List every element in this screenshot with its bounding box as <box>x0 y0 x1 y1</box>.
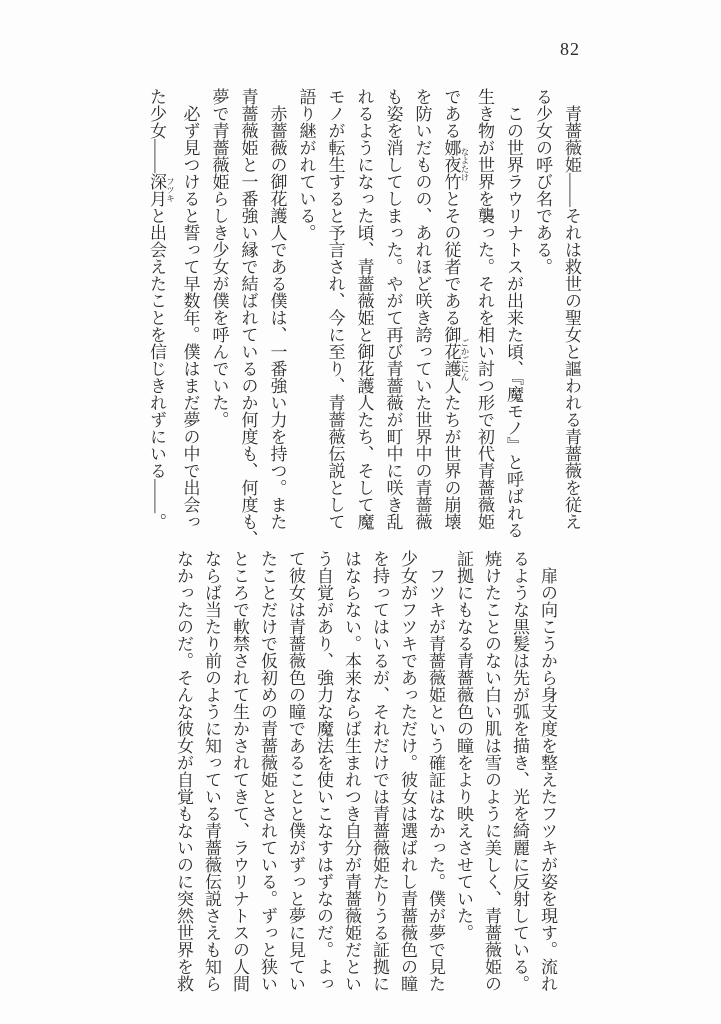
line-segment: と出会えたことを信じきれずにいる――。 <box>147 207 166 530</box>
text-line: も姿を消してしまった。やがて再び青薔薇が町中に咲き乱 <box>383 88 403 530</box>
text-line: う自覚があり、強力な魔法を使いこなすはずなのだ。よっ <box>314 550 333 992</box>
text-line: 少女がフツキであっただけ。彼女は選ばれし青薔薇色の瞳 <box>398 550 417 992</box>
text-line: て彼女は青薔薇色の瞳であることと僕がずっと夢に見てい <box>286 550 305 992</box>
text-line: 証拠にもなる青薔薇色の瞳をより映えさせていた。 <box>454 550 473 941</box>
text-line: 生き物が世界を襲った。それを相い討つ形で初代青薔薇姫 <box>475 88 494 530</box>
intro-section <box>142 88 586 547</box>
ruby-base: 娜夜竹 <box>441 139 461 190</box>
ruby-text: フツキ <box>165 173 176 207</box>
line-segment: た少女―― <box>147 88 166 173</box>
text-line: 赤薔薇の御花護人である僕は、一番強い力を持つ。また <box>267 88 287 530</box>
text-line: れるようになった頃、青薔薇姫と御花護人たち、そして魔 <box>354 88 374 530</box>
text-line <box>142 88 176 530</box>
text-line: ところで軟禁されて生かされてきて、ラウリナトスの人間 <box>230 550 249 992</box>
page-number: 82 <box>560 39 580 59</box>
text-line: 青薔薇姫――それは救世の聖女と謳われる青薔薇を従え <box>562 88 581 530</box>
text-line: モノが転生すると予言され、今に至り、青薔薇伝説として <box>325 88 345 530</box>
body-section <box>169 550 561 992</box>
text-line: この世界ラウリナトスが出来た頃、『魔モノ』と呼ばれる <box>504 88 523 539</box>
text-line: たことだけで仮初めの青薔薇姫とされている。ずっと狭い <box>258 550 277 992</box>
text-line: を持ってはいるが、それだけでは青薔薇姫たりうる証拠に <box>370 550 389 992</box>
text-line: る少女の呼び名である。 <box>533 88 552 275</box>
text-line: 焼けたことのない白い肌は雪のように美しく、青薔薇姫の <box>482 550 501 992</box>
text-line: 扉の向こうから身支度を整えたフツキが姿を現す。流れ <box>538 550 557 992</box>
ruby-nayotake <box>441 139 470 190</box>
text-line: なかったのだ。そんな彼女が自覚もないのに突然世界を救 <box>174 550 193 992</box>
text-line: ならば当たり前のように知っている青薔薇伝説さえも知ら <box>202 550 221 992</box>
text-line: 夢で青薔薇姫らしき少女が僕を呼んでいた。 <box>209 88 229 428</box>
text-line: 必ず見つけると誓って早数年。僕はまだ夢の中で出会っ <box>180 88 200 530</box>
text-line: を防いだものの、あれほど咲き誇っていた世界中の青薔薇 <box>412 88 432 530</box>
ruby-base: 御花護人 <box>441 326 461 394</box>
line-segment: たちが世界の崩壊 <box>441 394 461 530</box>
ruby-futsuki <box>147 173 176 207</box>
text-line <box>437 88 471 530</box>
text-line: はならない。本来ならば生まれつき自分が青薔薇姫だとい <box>342 550 361 992</box>
text-line: 青薔薇姫と一番強い縁で結ばれているのか何度も、何度も、 <box>238 88 258 547</box>
text-line: フツキが青薔薇姫という確証はなかった。僕が夢で見た <box>426 550 445 992</box>
ruby-text: ごかごにん <box>460 326 470 394</box>
line-segment: である <box>441 88 461 139</box>
line-segment: とその従者である <box>441 190 461 326</box>
ruby-text: なよたけ <box>460 139 470 190</box>
text-line: るような黒髪は先が弧を描き、光を綺麗に反射している。 <box>510 550 529 992</box>
ruby-gokagonin <box>441 326 470 394</box>
text-line: 語り継がれている。 <box>296 88 316 241</box>
ruby-base: 深月 <box>147 173 166 207</box>
